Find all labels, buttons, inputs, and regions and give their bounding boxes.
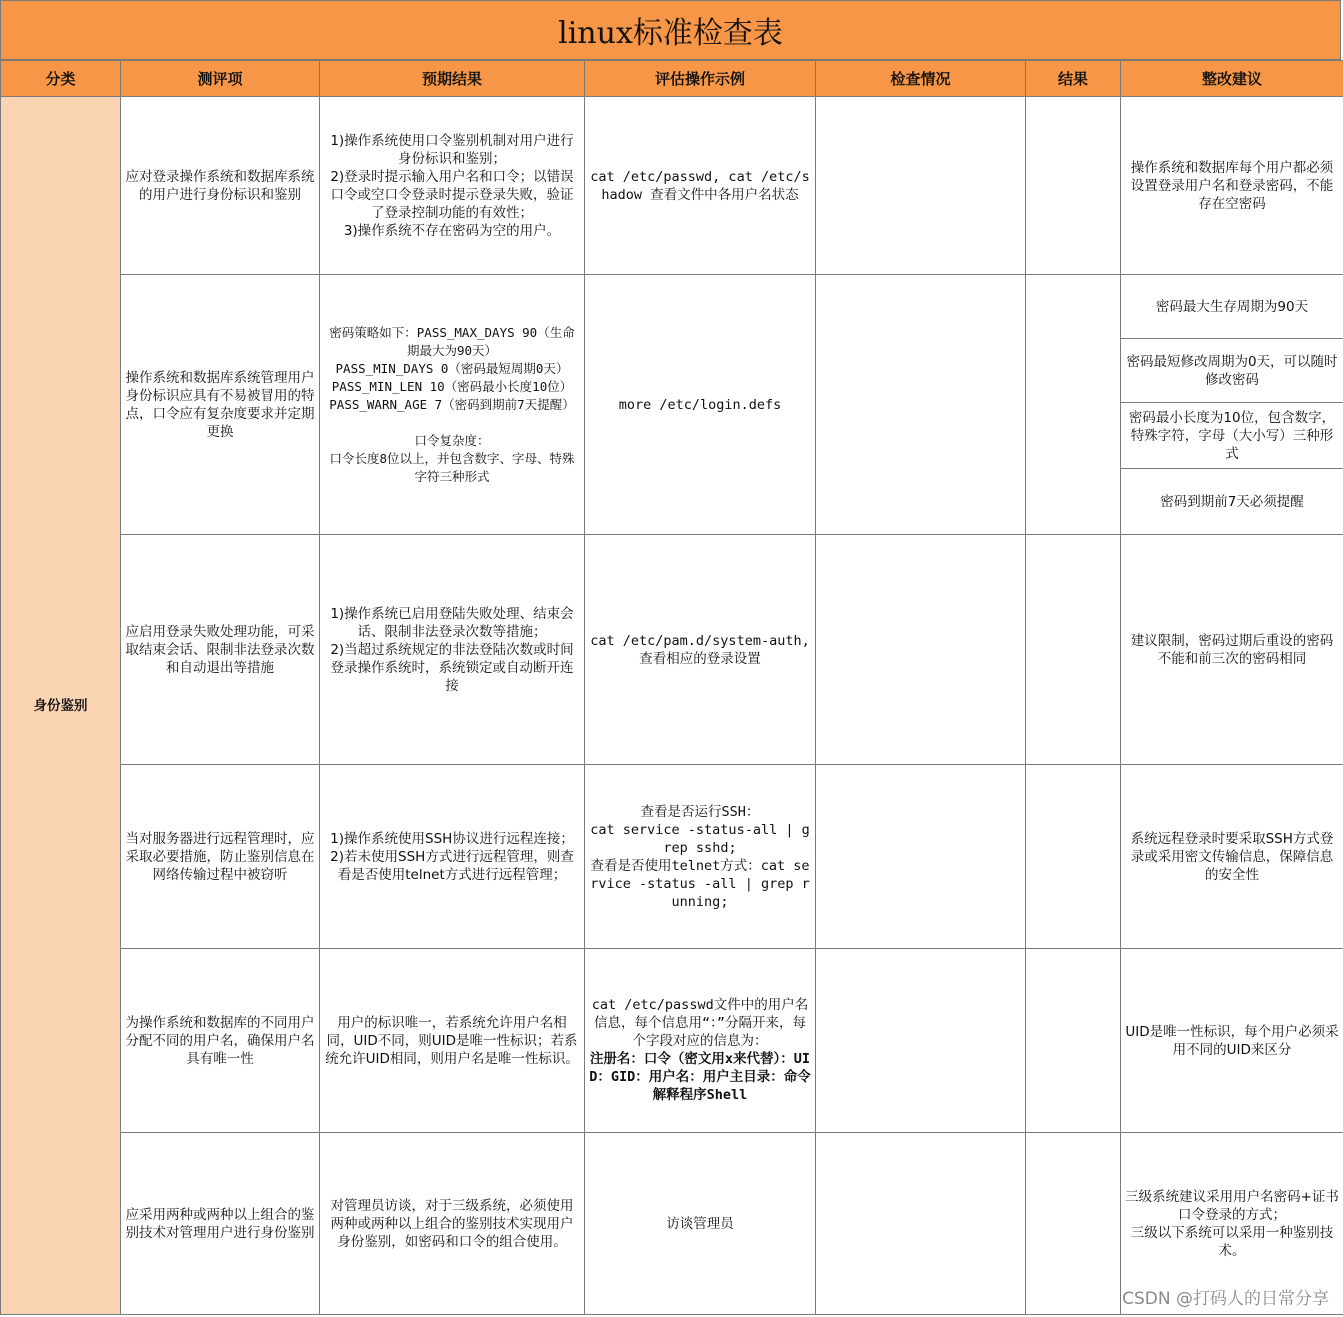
checklist-table [0, 60, 1343, 1315]
operation-fields-text: 注册名：口令（密文用x来代替）：UID：GID：用户名：用户主目录：命令解释程序Shell [589, 1050, 811, 1103]
operation-cell: 查看是否运行SSH： cat service -status-all | grep sshd; 查看是否使用telnet方式：cat service -status -all | grep running; [585, 765, 816, 949]
check-cell[interactable] [816, 765, 1026, 949]
table-row [1, 949, 1343, 1133]
expected-cell: 用户的标识唯一，若系统允许用户名相同，UID不同，则UID是唯一性标识；若系统允许UID相同，则用户名是唯一性标识。 [320, 949, 585, 1133]
operation-cell: cat /etc/passwd, cat /etc/shadow 查看文件中各用户名状态 [585, 97, 816, 275]
result-cell[interactable] [1026, 275, 1121, 535]
advice-cell: 密码最短修改周期为0天，可以随时修改密码 [1121, 339, 1343, 403]
header-category: 分类 [1, 61, 121, 97]
category-cell: 身份鉴别 [1, 97, 121, 1315]
check-cell[interactable] [816, 97, 1026, 275]
header-expected: 预期结果 [320, 61, 585, 97]
item-cell: 当对服务器进行远程管理时，应采取必要措施，防止鉴别信息在网络传输过程中被窃听 [121, 765, 320, 949]
operation-cell [585, 949, 816, 1133]
expected-cell: 对管理员访谈，对于三级系统，必须使用两种或两种以上组合的鉴别技术实现用户身份鉴别，如密码和口令的组合使用。 [320, 1133, 585, 1315]
expected-cell: 1)操作系统使用口令鉴别机制对用户进行身份标识和鉴别； 2)登录时提示输入用户名和口令；以错误口令或空口令登录时提示登录失败，验证了登录控制功能的有效性； 3)操作系统不存在密码为空的用户。 [320, 97, 585, 275]
advice-cell: UID是唯一性标识，每个用户必须采用不同的UID来区分 [1121, 949, 1343, 1133]
result-cell[interactable] [1026, 765, 1121, 949]
advice-cell: 建议限制，密码过期后重设的密码不能和前三次的密码相同 [1121, 535, 1343, 765]
table-row [1, 765, 1343, 949]
header-result: 结果 [1026, 61, 1121, 97]
operation-cell: more /etc/login.defs [585, 275, 816, 535]
header-item: 测评项 [121, 61, 320, 97]
advice-cell: 密码最小长度为10位，包含数字，特殊字符，字母（大小写）三种形式 [1121, 403, 1343, 469]
result-cell[interactable] [1026, 1133, 1121, 1315]
check-cell[interactable] [816, 275, 1026, 535]
advice-cell: 三级系统建议采用用户名密码+证书口令登录的方式； 三级以下系统可以采用一种鉴别技术。 [1121, 1133, 1343, 1315]
item-cell: 操作系统和数据库系统管理用户身份标识应具有不易被冒用的特点，口令应有复杂度要求并定期更换 [121, 275, 320, 535]
advice-cell: 密码到期前7天必须提醒 [1121, 469, 1343, 535]
check-cell[interactable] [816, 535, 1026, 765]
result-cell[interactable] [1026, 97, 1121, 275]
table-row [1, 97, 1343, 275]
advice-cell: 系统远程登录时要采取SSH方式登录或采用密文传输信息，保障信息的安全性 [1121, 765, 1343, 949]
table-row [1, 535, 1343, 765]
header-operation: 评估操作示例 [585, 61, 816, 97]
table-row [1, 275, 1343, 339]
check-cell[interactable] [816, 1133, 1026, 1315]
result-cell[interactable] [1026, 535, 1121, 765]
check-cell[interactable] [816, 949, 1026, 1133]
sheet-title: linux标准检查表 [0, 0, 1341, 60]
header-check: 检查情况 [816, 61, 1026, 97]
operation-text: cat /etc/passwd文件中的用户名信息，每个信息用“：”分隔开来，每个字段对应的信息为： [591, 996, 809, 1049]
item-cell: 应对登录操作系统和数据库系统的用户进行身份标识和鉴别 [121, 97, 320, 275]
watermark: CSDN @打码人的日常分享 [1122, 1289, 1329, 1309]
advice-cell: 操作系统和数据库每个用户都必须设置登录用户名和登录密码，不能存在空密码 [1121, 97, 1343, 275]
expected-cell: 1)操作系统已启用登陆失败处理、结束会话、限制非法登录次数等措施； 2)当超过系统规定的非法登陆次数或时间登录操作系统时，系统锁定或自动断开连接 [320, 535, 585, 765]
operation-cell: cat /etc/pam.d/system-auth,查看相应的登录设置 [585, 535, 816, 765]
header-row [1, 61, 1343, 97]
advice-cell: 密码最大生存周期为90天 [1121, 275, 1343, 339]
item-cell: 应采用两种或两种以上组合的鉴别技术对管理用户进行身份鉴别 [121, 1133, 320, 1315]
item-cell: 应启用登录失败处理功能，可采取结束会话、限制非法登录次数和自动退出等措施 [121, 535, 320, 765]
item-cell: 为操作系统和数据库的不同用户分配不同的用户名，确保用户名具有唯一性 [121, 949, 320, 1133]
expected-cell: 1)操作系统使用SSH协议进行远程连接； 2)若未使用SSH方式进行远程管理，则查看是否使用telnet方式进行远程管理； [320, 765, 585, 949]
operation-cell: 访谈管理员 [585, 1133, 816, 1315]
header-advice: 整改建议 [1121, 61, 1343, 97]
result-cell[interactable] [1026, 949, 1121, 1133]
expected-cell: 密码策略如下：PASS_MAX_DAYS 90（生命期最大为90天） PASS_MIN_DAYS 0（密码最短周期0天） PASS_MIN_LEN 10（密码最小长度10位） PASS_WARN_AGE 7（密码到期前7天提醒） 口令复杂度： 口令长度8位以上，并包含数字、字母、特殊字符三种形式 [320, 275, 585, 535]
